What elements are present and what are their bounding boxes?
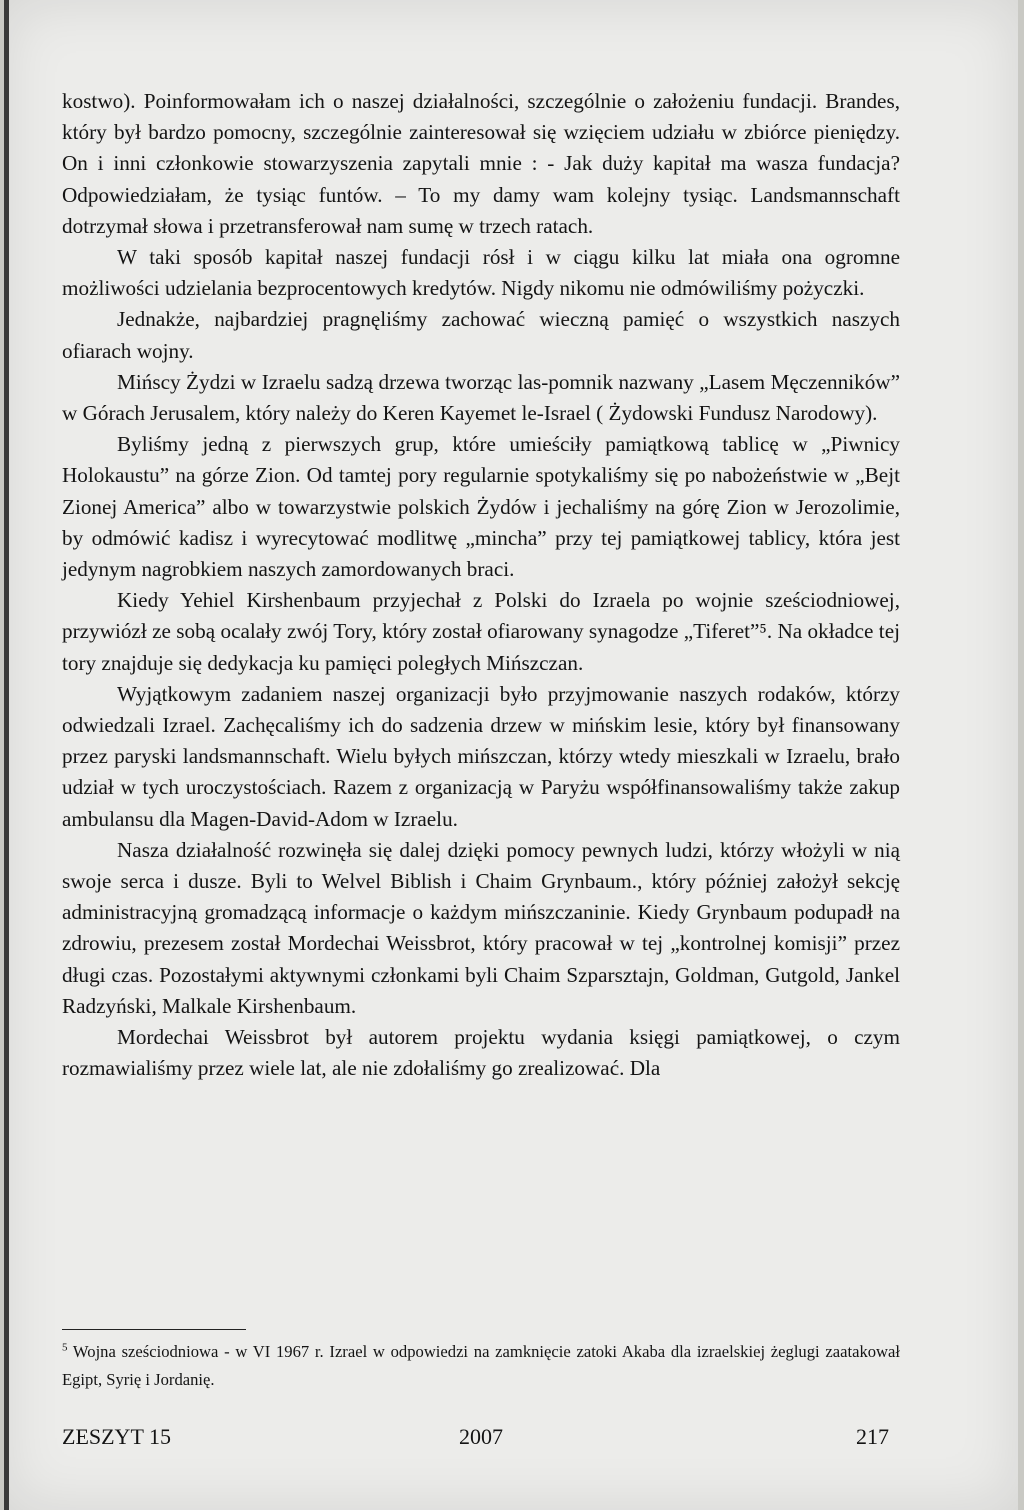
paragraph-7: Wyjątkowym zadaniem naszej organizacji było przyjmowanie naszych rodaków, którzy odwiedzali Izrael. Zachęcaliśmy ich do sadzenia drzew w mińskim lesie, który był finansowany przez paryski landsmannschaft. Wielu byłych mińszczan, którzy wtedy mieszkali w Izraelu, brało udział w tych uroczystościach. Razem z organizacją w Paryżu współfinansowaliśmy także zakup ambulansu dla Magen-David-Adom w Izraelu. <box>62 681 900 831</box>
footer-journal-issue: ZESZYT 15 <box>62 1424 171 1449</box>
paragraph-2: W taki sposób kapitał naszej fundacji rósł i w ciągu kilku lat miała ona ogromne możliwości udzielania bezprocentowych kredytów. Nigdy nikomu nie odmówiliśmy pożyczki. <box>62 245 900 301</box>
footer-year: 2007 <box>459 1424 503 1449</box>
book-page <box>4 0 1018 1510</box>
footnote-text: Wojna sześciodniowa - w VI 1967 r. Izrael w odpowiedzi na zamknięcie zatoki Akaba dla izraelskiej żeglugi zaatakował Egipt, Syrię i Jordanię. <box>62 1342 900 1389</box>
paragraph-1: kostwo). Poinformowałam ich o naszej działalności, szczególnie o założeniu fundacji. Brandes, który był bardzo pomocny, szczególnie zainteresował się wzięciem udziału w zbiórce pieniędzy. On i inni członkowie stowarzyszenia zapytali mnie : - Jak duży kapitał ma wasza fundacja? Odpowiedziałam, że tysiąc funtów. – To my damy wam kolejny tysiąc. Landsmannschaft dotrzymał słowa i przetransferował nam sumę w trzech ratach. <box>62 89 900 238</box>
body-text <box>62 86 900 1085</box>
paragraph-3: Jednakże, najbardziej pragnęliśmy zachować wieczną pamięć o wszystkich naszych ofiarach wojny. <box>62 307 900 363</box>
paragraph-4: Mińscy Żydzi w Izraelu sadzą drzewa tworząc las-pomnik nazwany „Lasem Męczenników” w Górach Jerusalem, który należy do Keren Kayemet le-Israel ( Żydowski Fundusz Narodowy). <box>62 369 900 426</box>
footnote-mark: 5 <box>62 1341 68 1354</box>
footnote <box>62 1338 900 1394</box>
paragraph-8: Nasza działalność rozwinęła się dalej dzięki pomocy pewnych ludzi, którzy włożyli w nią swoje serca i dusze. Byli to Welvel Biblish i Chaim Grynbaum., który później założył sekcję administracyjną gromadzącą informacje o każdym mińszczaninie. Kiedy Grynbaum podupadł na zdrowiu, prezesem został Mordechai Weissbrot, który pracował w tej „kontrolnej komisji” przez długi czas. Pozostałymi aktywnymi członkami byli Chaim Szparsztajn, Goldman, Gutgold, Jankel Radzyński, Malkale Kirshenbaum. <box>62 837 900 1018</box>
binding-edge <box>4 0 9 1510</box>
paragraph-6: Kiedy Yehiel Kirshenbaum przyjechał z Polski do Izraela po wojnie sześciodniowej, przywiózł ze sobą ocalały zwój Tory, który został ofiarowany synagodze „Tiferet”⁵. Na okładce tej tory znajduje się dedykacja ku pamięci poległych Mińszczan. <box>62 588 900 675</box>
footnote-divider <box>62 1329 246 1330</box>
paragraph-5: Byliśmy jedną z pierwszych grup, które umieściły pamiątkową tablicę w „Piwnicy Holokaustu” na górze Zion. Od tamtej pory regularnie spotykaliśmy się po nabożeństwie w „Bejt Zionej America” albo w towarzystwie polskich Żydów i jechaliśmy na górę Zion w Jerozolimie, by odmówić kadisz i wyrecytować modlitwę „mincha” przy tej pamiątkowej tablicy, która jest jedynym nagrobkiem naszych zamordowanych braci. <box>62 432 900 582</box>
paragraph-9: Mordechai Weissbrot był autorem projektu wydania księgi pamiątkowej, o czym rozmawialiśmy przez wiele lat, ale nie zdołaliśmy go zrealizować. Dla <box>62 1025 900 1081</box>
page-number: 217 <box>856 1424 889 1449</box>
